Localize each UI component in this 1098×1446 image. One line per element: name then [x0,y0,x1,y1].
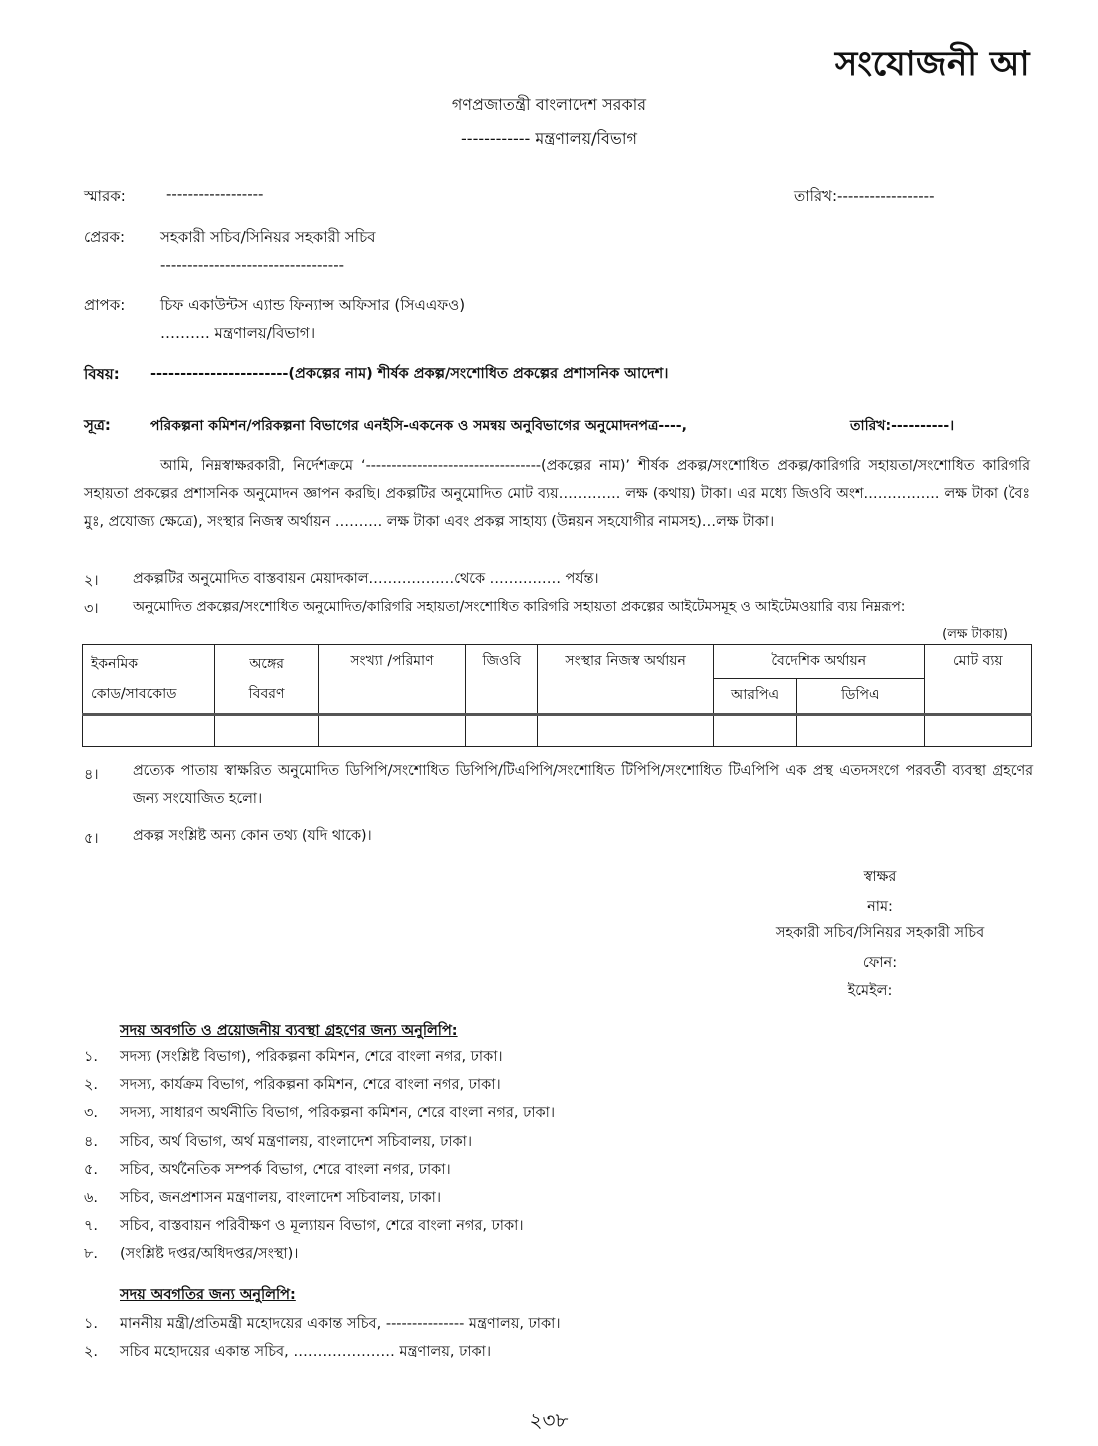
header-quantity: সংখ্যা /পরিমাণ [318,645,465,715]
list-item-number: ৭. [84,1218,99,1235]
signature-label: স্বাক্ষর [863,869,897,885]
header-text: কোড/সাবকোড [91,686,177,702]
list-item-number: ৮. [84,1246,99,1263]
list-item: সদস্য, সাধারণ অর্থনীতি বিভাগ, পরিকল্পনা কমিশন, শেরে বাংলা নগর, ঢাকা। [120,1105,556,1122]
list-item-number: ১. [84,1316,99,1332]
list-item-number: ৪. [84,1133,99,1150]
table-cell[interactable] [797,715,924,747]
page-number: ২৩৮ [529,1408,569,1432]
list-item: সদস্য (সংশ্লিষ্ট বিভাগ), পরিকল্পনা কমিশন, শেরে বাংলা নগর, ঢাকা। [120,1049,503,1065]
header-total: মোট ব্যয় [924,645,1031,715]
point-number: ৪। [84,767,99,783]
header-gob: জিওবি [466,645,538,715]
list-item: সচিব মহোদয়ের একান্ত সচিব, ………………… মন্ত্রণালয়, ঢাকা। [120,1344,492,1360]
header-economic-code [83,645,215,715]
recipient-label: প্রাপক: [84,296,126,314]
list-item-number: ৩. [84,1105,99,1122]
point-number: ৫। [84,831,99,847]
reference-date: তারিখ:----------। [850,418,955,434]
sender-line: ---------------------------------- [160,256,345,274]
table-row [83,715,1032,747]
list-item: সদস্য, কার্যক্রম বিভাগ, পরিকল্পনা কমিশন, শেরে বাংলা নগর, ঢাকা। [120,1077,501,1094]
point-text: প্রকল্প সংশ্লিষ্ট অন্য কোন তথ্য (যদি থাকে)। [133,828,372,844]
cc-action-title: সদয় অবগতি ও প্রয়োজনীয় ব্যবস্থা গ্রহণের জন্য অনুলিপি: [120,1023,458,1039]
signature-designation: সহকারী সচিব/সিনিয়র সহকারী সচিব [775,925,985,941]
cc-info-title: সদয় অবগতির জন্য অনুলিপি: [120,1287,296,1303]
header-dpa: ডিপিএ [797,679,924,715]
subject-value: -----------------------(প্রকল্পের নাম) শীর্ষক প্রকল্প/সংশোধিত প্রকল্পের প্রশাসনিক আদেশ। [150,366,669,382]
signature-email: ইমেইল: [847,983,893,999]
list-item: (সংশ্লিষ্ট দপ্তর/অধিদপ্তর/সংস্থা)। [120,1246,299,1263]
unit-note: (লক্ষ টাকায়) [942,627,1008,642]
header-text: বিবরণ [248,686,285,702]
point-text: প্রত্যেক পাতায় স্বাক্ষরিত অনুমোদিত ডিপিপি/সংশোধিত ডিপিপি/টিএপিপি/সংশোধিত টিপিপি/সংশোধিত টিএপিপি এক প্রস্থ এতদসংগে পরবর্তী ব্যবস্থা গ্রহণের জন্য সংযোজিত হলো। [133,763,1033,807]
subject-label: বিষয়: [84,365,120,383]
point-text: প্রকল্পটির অনুমোদিত বাস্তবায়ন মেয়াদকাল………………থেকে …………… পর্যন্ত। [133,571,599,587]
list-item-number: ১. [84,1049,99,1065]
header-foreign: বৈদেশিক অর্থায়ন [713,645,924,679]
signature-phone: ফোন: [862,955,898,971]
recipient-ministry: ………. মন্ত্রণালয়/বিভাগ। [160,324,316,342]
cost-table [82,644,1032,747]
memo-number-value: ------------------ [166,185,264,203]
government-header: গণপ্রজাতন্ত্রী বাংলাদেশ সরকার [451,95,647,114]
list-item: সচিব, জনপ্রশাসন মন্ত্রণালয়, বাংলাদেশ সচিবালয়, ঢাকা। [120,1190,442,1206]
body-paragraph: আমি, নিম্নস্বাক্ষরকারী, নির্দেশক্রমে ‘----------------------------------(প্রকল্পের নাম)’ শীর্ষক প্রকল্প/সংশোধিত প্রকল্প/কারিগরি সহায়তা/সংশোধিত কারিগরি সহায়তা প্রকল্পের প্রশাসনিক অনুমোদন জ্ঞাপন করছি। প্রকল্পটির অনুমোদিত মোট ব্যয়…………. লক্ষ (কথায়) টাকা। এর মধ্যে জিওবি অংশ……………. লক্ষ টাকা (বৈঃ মুঃ, প্রযোজ্য ক্ষেত্রে), সংস্থার নিজস্ব অর্থায়ন ………. লক্ষ টাকা এবং প্রকল্প সাহায্য (উন্নয়ন সহযোগীর নামসহ)…লক্ষ টাকা। [84,458,1030,530]
table-cell[interactable] [713,715,796,747]
memo-number-label: স্মারক: [84,187,126,205]
table-cell[interactable] [924,715,1031,747]
list-item-number: ২. [84,1344,99,1360]
annex-title: সংযোজনী আ [834,44,1030,84]
header-text: অঙ্গের [249,656,284,672]
point-number: ৩। [84,601,99,617]
list-item-number: ৫. [84,1161,99,1178]
table-cell[interactable] [215,715,318,747]
signature-name: নাম: [867,899,893,915]
table-cell[interactable] [538,715,714,747]
point-number: ২। [84,573,99,589]
table-cell[interactable] [466,715,538,747]
list-item: সচিব, অর্থ বিভাগ, অর্থ মন্ত্রণালয়, বাংলাদেশ সচিবালয়, ঢাকা। [120,1133,473,1150]
header-rpa: আরপিএ [713,679,796,715]
point-text: অনুমোদিত প্রকল্পের/সংশোধিত অনুমোদিত/কারিগরি সহায়তা/সংশোধিত কারিগরি সহায়তা প্রকল্পের আইটেমসমূহ ও আইটেমওয়ারি ব্যয় নিম্নরূপ: [133,599,906,615]
reference-label: সূত্র: [84,416,111,434]
list-item: মাননীয় মন্ত্রী/প্রতিমন্ত্রী মহোদয়ের একান্ত সচিব, --------------- মন্ত্রণালয়, ঢাকা। [120,1316,561,1332]
list-item-number: ৬. [84,1190,99,1206]
recipient-value: চিফ একাউন্টস এ্যান্ড ফিন্যান্স অফিসার (সিএএফও) [160,296,466,314]
list-item: সচিব, অর্থনৈতিক সম্পর্ক বিভাগ, শেরে বাংলা নগর, ঢাকা। [120,1161,451,1178]
ministry-header: ------------ মন্ত্রণালয়/বিভাগ [461,129,637,148]
reference-value: পরিকল্পনা কমিশন/পরিকল্পনা বিভাগের এনইসি-একনেক ও সমন্বয় অনুবিভাগের অনুমোদনপত্র----, [150,418,687,434]
table-cell[interactable] [83,715,215,747]
header-own-fund: সংস্থার নিজস্ব অর্থায়ন [538,645,714,715]
list-item-number: ২. [84,1077,99,1094]
list-item: সচিব, বাস্তবায়ন পরিবীক্ষণ ও মূল্যায়ন বিভাগ, শেরে বাংলা নগর, ঢাকা। [120,1218,524,1235]
header-component [215,645,318,715]
sender-value: সহকারী সচিব/সিনিয়র সহকারী সচিব [160,228,376,246]
memo-date: তারিখ:------------------ [794,187,935,205]
table-cell[interactable] [318,715,465,747]
sender-label: প্রেরক: [84,228,126,246]
header-text: ইকনমিক [91,656,139,672]
